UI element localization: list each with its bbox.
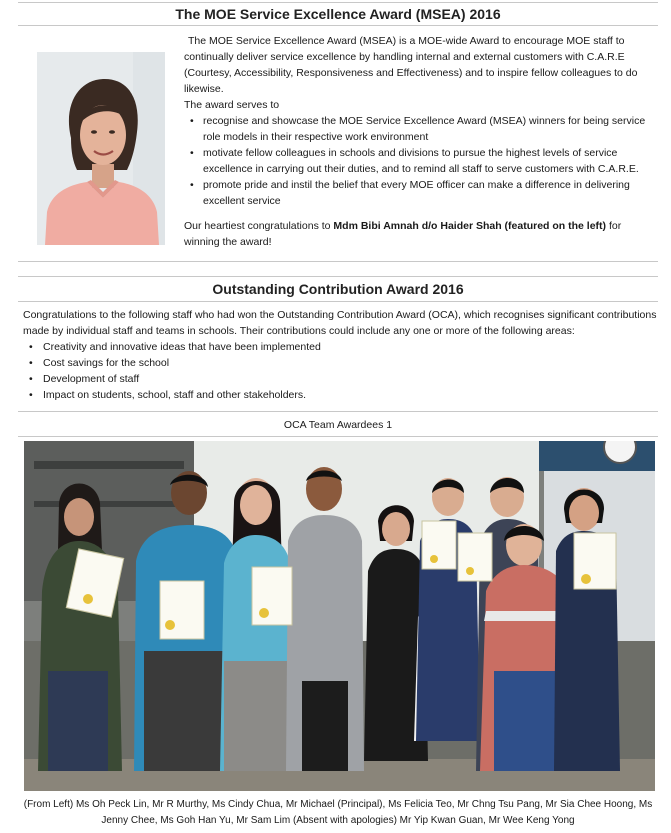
top-divider bbox=[18, 2, 658, 3]
team-photo-caption: OCA Team Awardees 1 bbox=[283, 419, 393, 431]
list-item: • Impact on students, school, staff and other stakeholders. bbox=[23, 387, 659, 403]
caption-bottom-divider bbox=[18, 436, 658, 437]
oca-description bbox=[23, 307, 659, 403]
list-item: • recognise and showcase the MOE Service Excellence Award (MSEA) winners for being service role models in their respective work environment bbox=[184, 113, 656, 145]
oca-areas-list bbox=[23, 339, 659, 403]
msea-title-divider bbox=[18, 25, 658, 26]
congrats-suffix: for winning the award! bbox=[184, 220, 622, 248]
oca-team-photo bbox=[24, 441, 655, 791]
list-item: • Development of staff bbox=[23, 371, 659, 387]
msea-winner-photo bbox=[37, 52, 165, 245]
msea-serves-heading: The award serves to bbox=[184, 99, 280, 111]
list-item: • motivate fellow colleagues in schools and divisions to pursue the highest levels of service excellence in carrying out their duties, and to remind all staff to serve customers with C.A.R.E. bbox=[184, 145, 656, 177]
msea-purpose-list bbox=[184, 113, 656, 209]
msea-title: The MOE Service Excellence Award (MSEA) 2016 bbox=[175, 6, 501, 22]
list-item: • promote pride and instil the belief that every MOE officer can make a difference in delivering excellent service bbox=[184, 177, 656, 209]
oca-title-divider bbox=[18, 301, 658, 302]
portrait-illustration bbox=[37, 52, 165, 245]
section-divider bbox=[18, 261, 658, 262]
winner-name: Mdm Bibi Amnah d/o Haider Shah (featured on the left) bbox=[333, 220, 607, 232]
congrats-prefix: Our heartiest congratulations to bbox=[184, 220, 334, 232]
msea-congrats bbox=[184, 218, 656, 250]
list-item: • Creativity and innovative ideas that have been implemented bbox=[23, 339, 659, 355]
group-photo-illustration bbox=[24, 441, 655, 791]
caption-top-divider bbox=[18, 411, 658, 412]
msea-description bbox=[184, 33, 656, 250]
awardee-names-caption: (From Left) Ms Oh Peck Lin, Mr R Murthy, Ms Cindy Chua, Mr Michael (Principal), Ms Felicia Teo, Mr Chng Tsu Pang, Mr Sia Chee Hoong, Ms Jenny Chee, Ms Goh Han Yu, Mr Sam Lim (Absent with apologies) Mr Yip Kwan Guan, Mr Wee Keng Yong bbox=[23, 799, 653, 826]
oca-intro: Congratulations to the following staff who had won the Outstanding Contribution Award (OCA), which recognises significant contributions made by individual staff and teams in schools. Their contributions could include any one or more of the following areas: bbox=[23, 309, 657, 337]
oca-title-top-divider bbox=[18, 276, 658, 277]
msea-intro: The MOE Service Excellence Award (MSEA) is a MOE-wide Award to encourage MOE staff to continually deliver service excellence by handling internal and external customers with C.A.R.E (Courtesy, Accessibility, Responsiveness and Effectiveness) and to inspire fellow colleagues to do likewise. bbox=[184, 35, 638, 95]
list-item: • Cost savings for the school bbox=[23, 355, 659, 371]
oca-title: Outstanding Contribution Award 2016 bbox=[212, 281, 464, 297]
